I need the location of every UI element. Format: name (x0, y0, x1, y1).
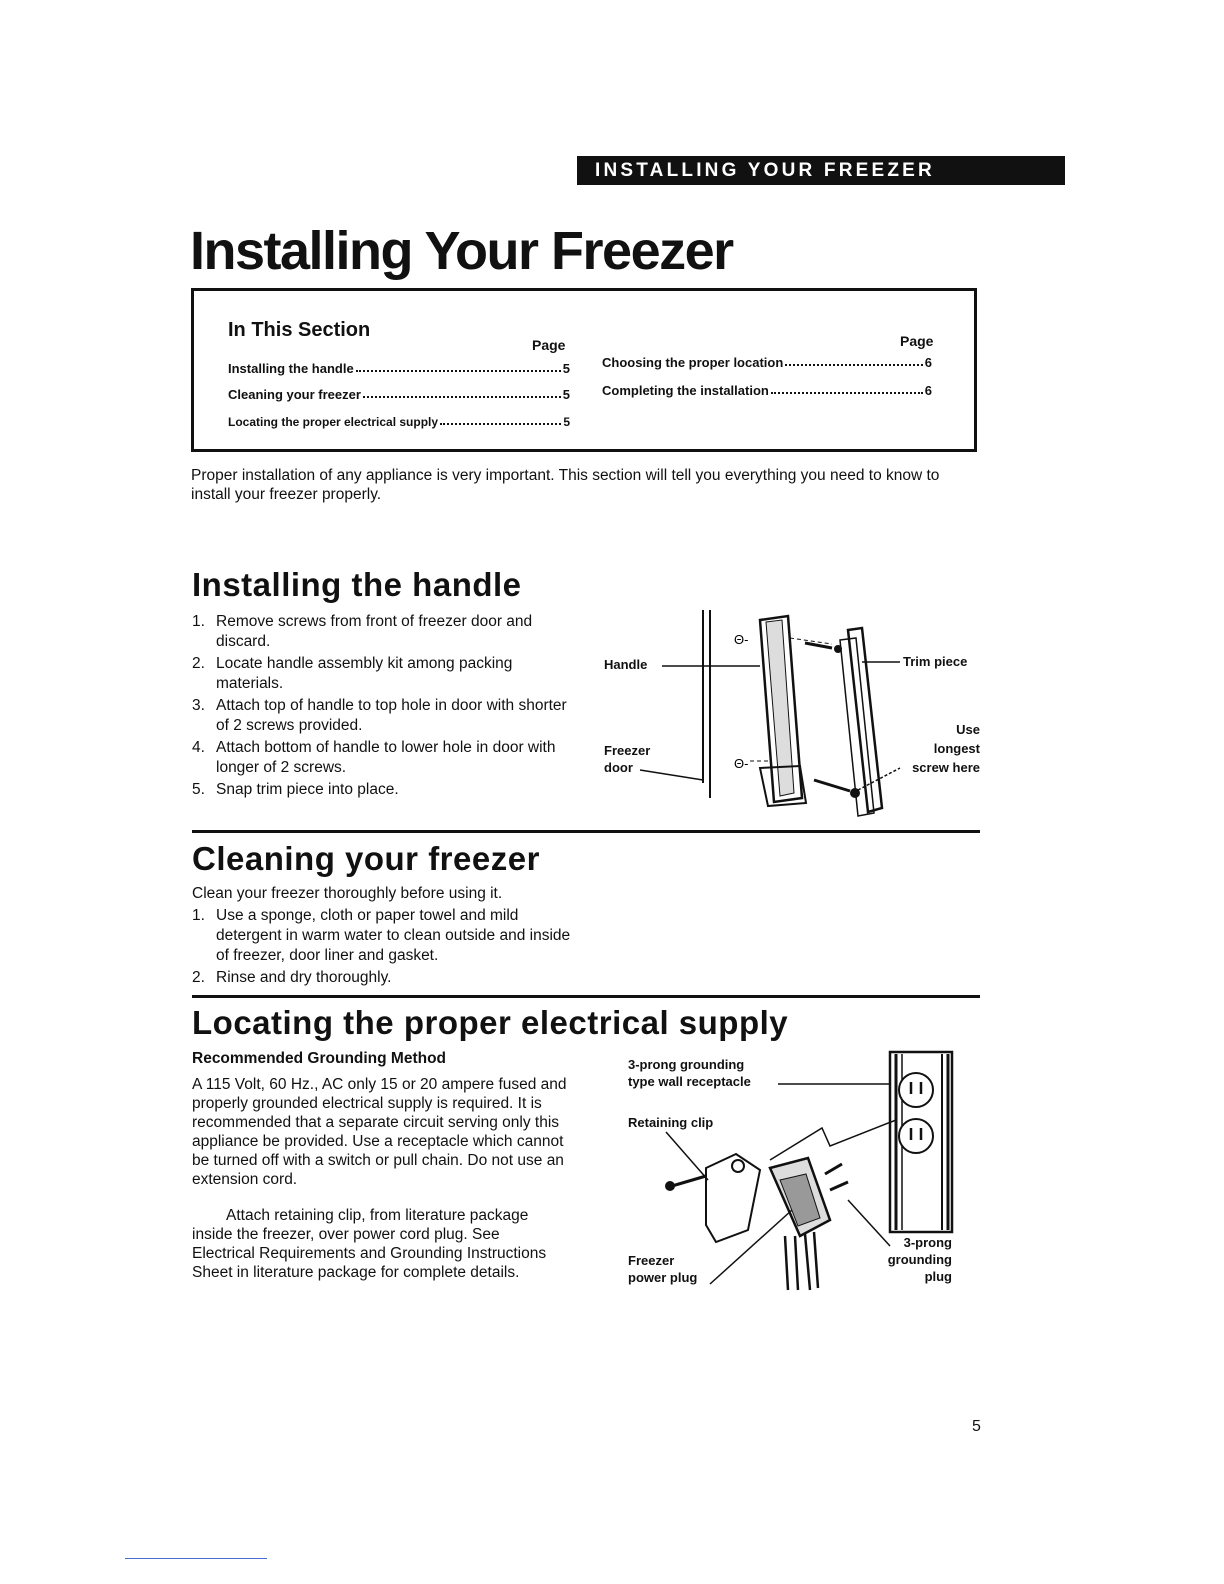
page-title: Installing Your Freezer (190, 221, 733, 281)
cleaning-steps (192, 906, 572, 988)
page-number: 5 (972, 1418, 981, 1435)
toc-entry-page: 5 (562, 387, 570, 402)
electrical-heading: Locating the proper electrical supply (192, 1004, 789, 1041)
toc-entry-page: 6 (924, 383, 932, 398)
label-line: door (604, 760, 633, 775)
label-line: 3-prong grounding (628, 1057, 745, 1072)
toc-entry-label: Locating the proper electrical supply (228, 415, 439, 429)
label-line: plug (924, 1269, 952, 1284)
power-plug-icon (770, 1158, 848, 1290)
toc-entry-installing-handle[interactable] (228, 361, 570, 376)
list-item (192, 968, 572, 988)
toc-box (191, 288, 977, 452)
handle-steps (192, 612, 572, 800)
label-line: 3-prong (903, 1235, 952, 1250)
label-trim-piece: Trim piece (903, 654, 968, 669)
step-number: 3. (192, 697, 205, 714)
toc-entry-label: Completing the installation (602, 383, 769, 398)
step-text: Remove screws from front of freezer door and discard. (216, 613, 533, 650)
toc-entry-electrical[interactable] (228, 415, 570, 429)
list-item (192, 780, 572, 800)
label-freezer-door (604, 742, 650, 776)
section-banner: INSTALLING YOUR FREEZER (577, 156, 1065, 185)
step-text: Rinse and dry thoroughly. (216, 969, 392, 986)
step-text: Use a sponge, cloth or paper towel and mild detergent in warm water to clean outside and inside of freezer, door liner and gasket. (216, 907, 571, 964)
label-retaining-clip: Retaining clip (628, 1115, 714, 1130)
cleaning-intro: Clean your freezer thoroughly before using it. (192, 885, 503, 902)
label-line: Use (956, 722, 980, 737)
bottom-rule (125, 1558, 267, 1559)
toc-page-label-left: Page (532, 337, 566, 353)
toc-entry-completing[interactable] (602, 383, 932, 398)
electrical-subheading: Recommended Grounding Method (192, 1050, 447, 1067)
toc-entry-label: Installing the handle (228, 361, 354, 376)
svg-text:Θ-: Θ- (734, 632, 749, 647)
intro-paragraph: Proper installation of any appliance is very important. This section will tell you everything you need to know to install your freezer properly. (191, 467, 940, 503)
step-number: 2. (192, 655, 205, 672)
step-text: Snap trim piece into place. (216, 781, 399, 798)
toc-entry-cleaning[interactable] (228, 387, 570, 402)
handle-heading: Installing the handle (192, 566, 522, 603)
screw-icon (805, 643, 842, 653)
cleaning-heading: Cleaning your freezer (192, 840, 540, 877)
step-number: 2. (192, 969, 205, 986)
step-number: 1. (192, 907, 205, 924)
step-text: Attach top of handle to top hole in door with shorter of 2 screws provided. (216, 697, 567, 734)
svg-text:Θ-: Θ- (734, 756, 749, 771)
label-freezer-power-plug (628, 1252, 697, 1286)
toc-entry-page: 5 (563, 415, 570, 429)
retaining-clip-icon (665, 1154, 760, 1242)
step-number: 1. (192, 613, 205, 630)
list-item (192, 738, 572, 778)
label-line: power plug (628, 1270, 698, 1285)
electrical-paragraph-2: Attach retaining clip, from literature package inside the freezer, over power cord plug. See Electrical Requirements and Grounding Instructions Sheet in literature package for complete details. (192, 1207, 547, 1281)
wall-receptacle-icon (890, 1052, 952, 1232)
list-item (192, 906, 572, 966)
screw-icon (814, 780, 860, 798)
toc-page-label-right: Page (900, 333, 934, 349)
toc-entry-location[interactable] (602, 355, 932, 370)
label-wall-receptacle (628, 1056, 751, 1090)
label-grounding-plug (860, 1234, 952, 1285)
label-line: screw here (912, 760, 980, 775)
label-longest-screw (880, 720, 980, 777)
step-text: Attach bottom of handle to lower hole in door with longer of 2 screws. (216, 739, 556, 776)
toc-entry-page: 6 (924, 355, 932, 370)
step-number: 4. (192, 739, 205, 756)
section-divider (192, 830, 980, 833)
list-item (192, 612, 572, 652)
toc-entry-label: Choosing the proper location (602, 355, 784, 370)
section-divider (192, 995, 980, 998)
toc-entry-label: Cleaning your freezer (228, 387, 361, 402)
list-item (192, 654, 572, 694)
electrical-paragraph-1: A 115 Volt, 60 Hz., AC only 15 or 20 ampere fused and properly grounded electrical supply is required. It is recommended that a separate circuit serving only this appliance be provided. Use a receptacle which cannot be turned off with a switch or pull chain. Do not use an extension cord. (192, 1076, 567, 1188)
toc-heading: In This Section (228, 319, 371, 341)
label-line: Freezer (628, 1253, 675, 1268)
handle-diagram (600, 608, 980, 823)
toc-entry-page: 5 (562, 361, 570, 376)
list-item (192, 696, 572, 736)
label-line: Freezer (604, 743, 651, 758)
label-line: longest (933, 741, 980, 756)
step-number: 5. (192, 781, 205, 798)
label-handle: Handle (604, 657, 648, 672)
label-line: grounding (887, 1252, 952, 1267)
label-line: type wall receptacle (628, 1074, 751, 1089)
step-text: Locate handle assembly kit among packing materials. (216, 655, 513, 692)
